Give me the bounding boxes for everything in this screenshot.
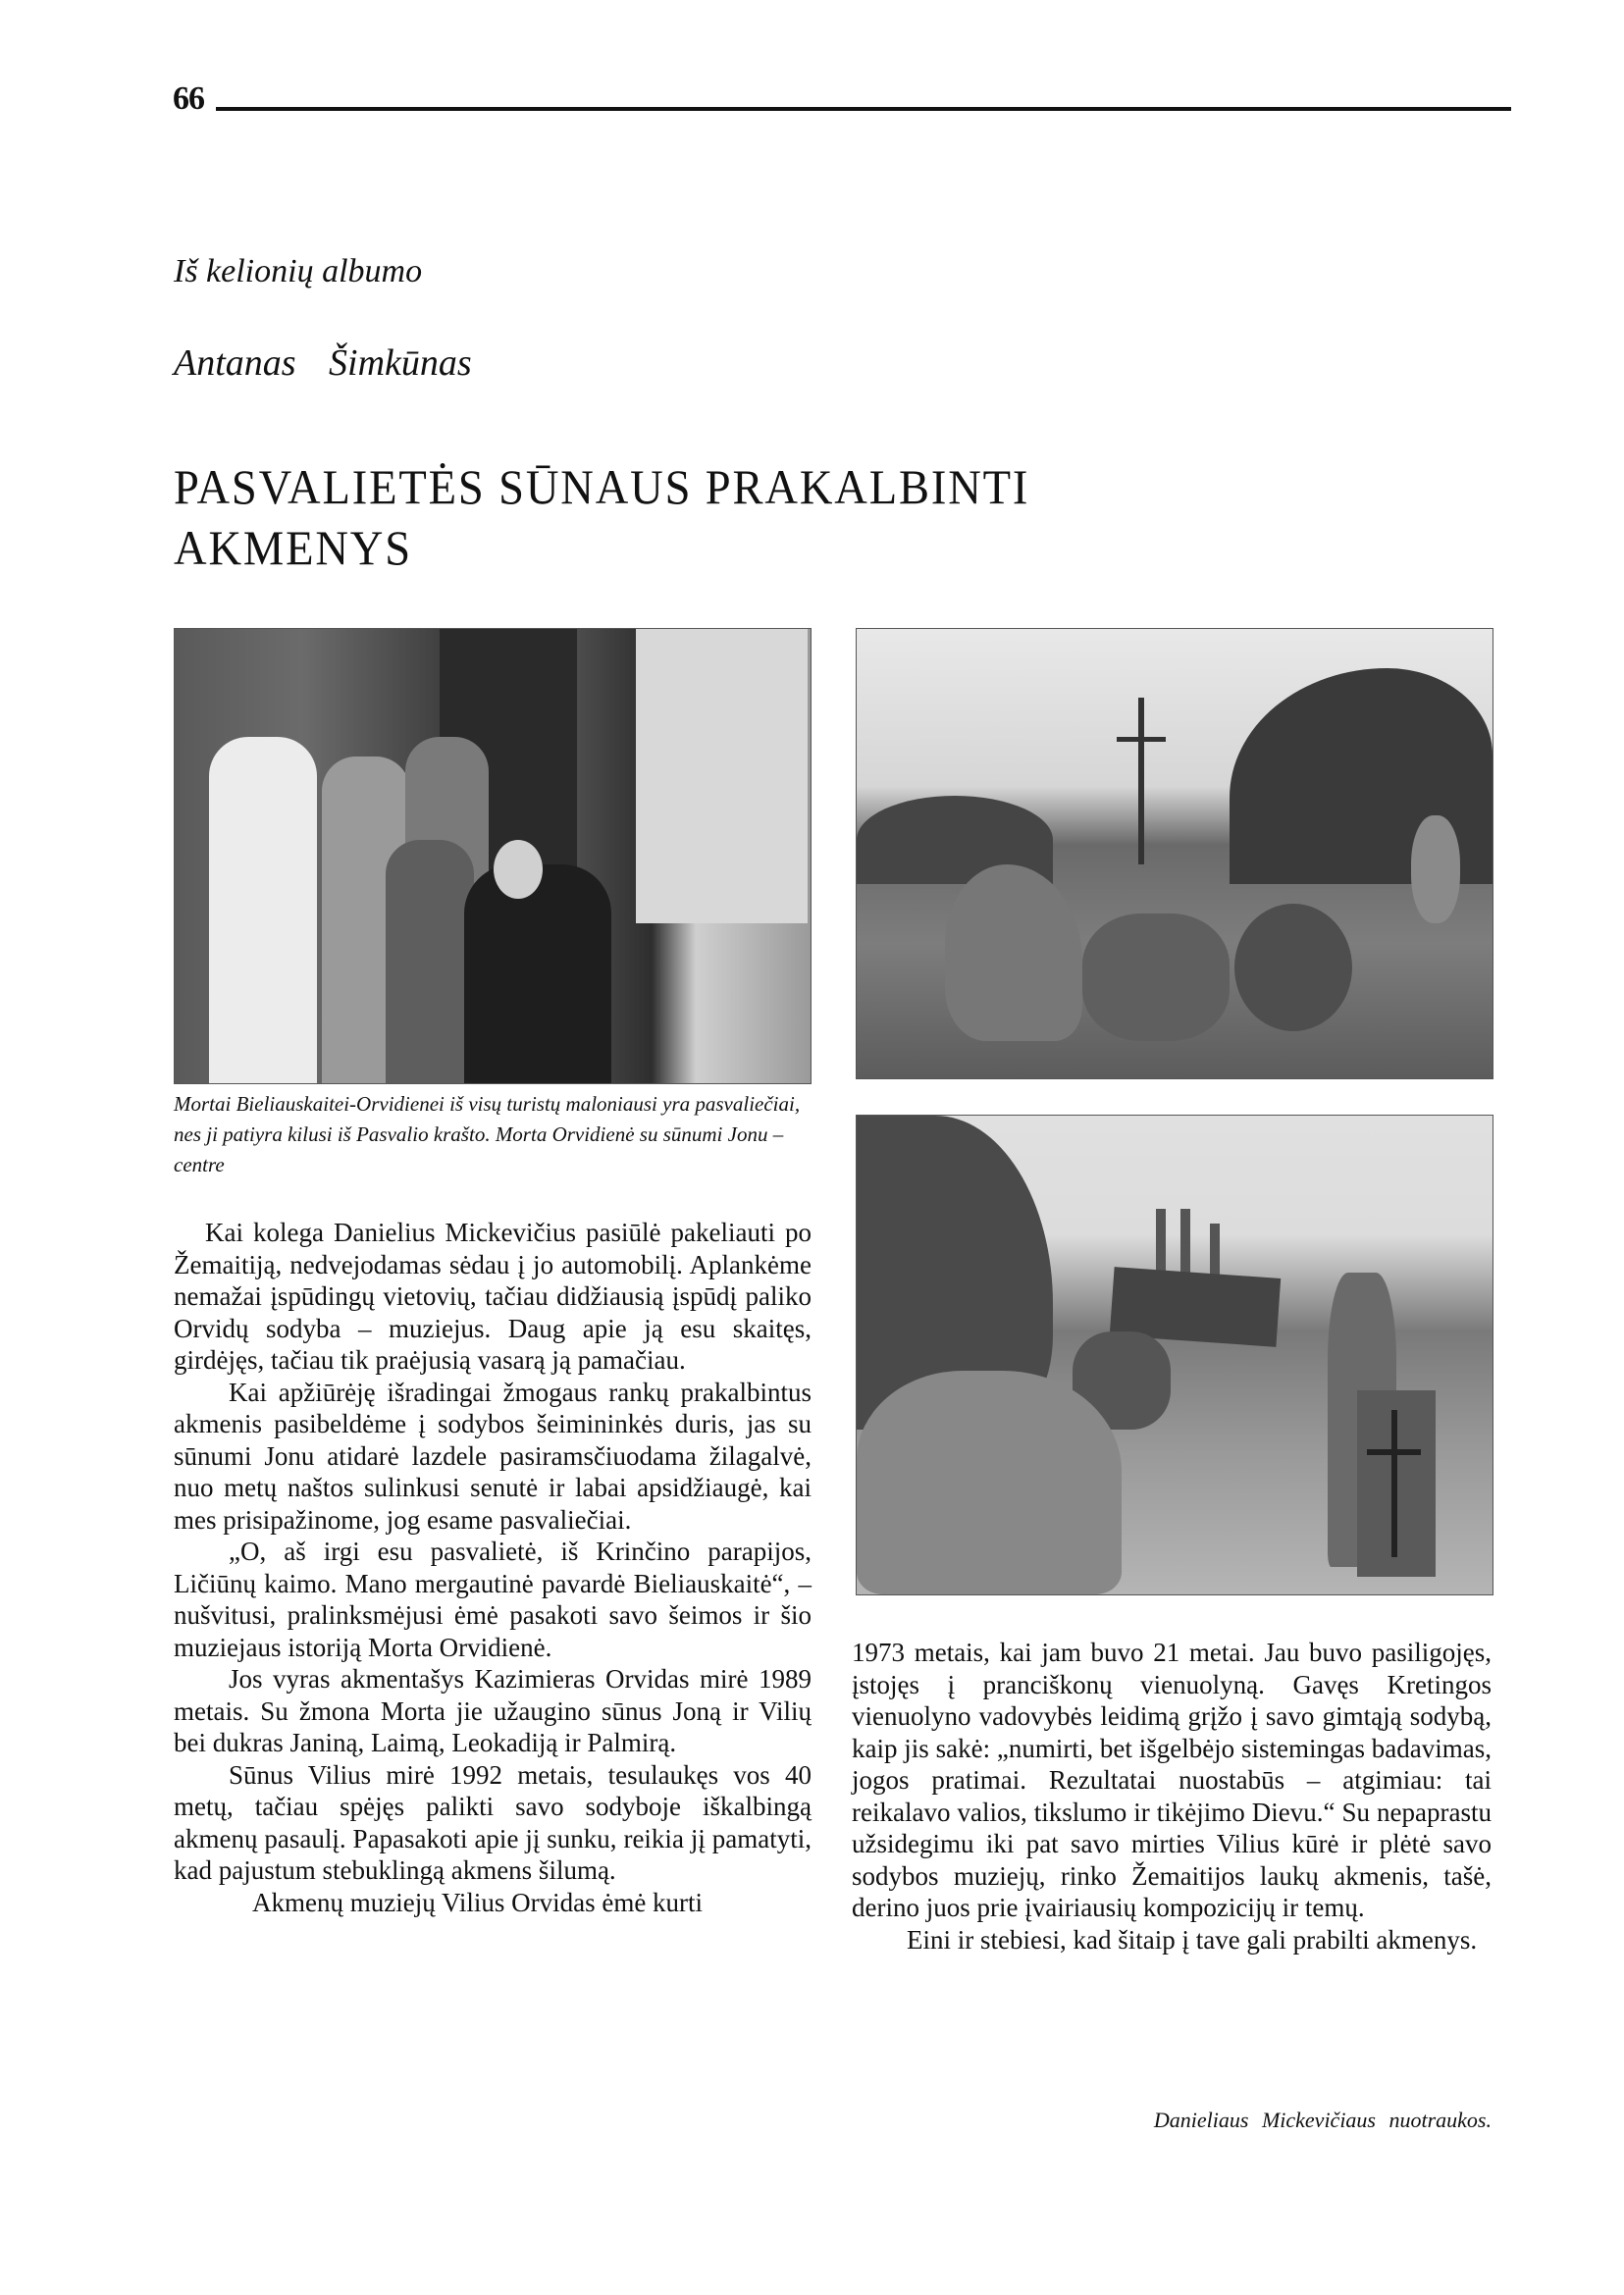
- cross-1: [1156, 1209, 1166, 1278]
- paragraph: Eini ir stebiesi, kad šitaip į tave gali prabilti akmenys.: [907, 1924, 1478, 1955]
- window-panel: [636, 629, 808, 923]
- paragraph: „O, aš irgi esu pasvalietė, iš Krinčino parapijos, Ličiūnų kaimo. Mano mergautinė pavardė Bieliauskaitė“, – nušvitusi, pralinksmėjusi ėmė pasakoti savo šeimos ir šio muziejaus istoriją Morta Orvidienė.: [174, 1537, 812, 1662]
- section-label: Iš kelionių albumo: [174, 253, 423, 289]
- stone-arch-photo: [856, 1115, 1493, 1595]
- paragraph: Sūnus Vilius mirė 1992 metais, tesulaukęs vos 40 metų, tačiau spėjęs palikti savo sodyboje iškalbingą akmenų pasaulį. Papasakoti apie jį sunku, reikia jį pamatyti, kad pajustum stebuklingą akmens šilumą.: [174, 1759, 812, 1885]
- cross-2: [1180, 1209, 1190, 1278]
- boulder: [945, 864, 1082, 1041]
- crucifix-pole: [1138, 698, 1144, 864]
- cross-groove-v: [1391, 1410, 1397, 1557]
- elderly-woman: [386, 840, 474, 1083]
- author-name: Antanas Šimkūnas: [174, 342, 472, 384]
- body-column-left: [174, 1217, 812, 1918]
- paragraph: Akmenų muziejų Vilius Orvidas ėmė kurti: [252, 1887, 704, 1917]
- large-boulder: [857, 1371, 1122, 1594]
- photo-credit: Danieliaus Mickevičiaus nuotraukos.: [1153, 2108, 1492, 2132]
- cross-groove-h: [1367, 1449, 1421, 1455]
- page-number: 66: [173, 80, 204, 117]
- crucifix-bar: [1117, 737, 1166, 742]
- person-white-shirt: [209, 737, 317, 1083]
- article-title: PASVALIETĖS SŪNAUS PRAKALBINTI AKMENYS: [174, 459, 1030, 575]
- standing-stone: [1411, 815, 1460, 923]
- paragraph: Jos vyras akmentašys Kazimieras Orvidas mirė 1989 metais. Su žmona Morta jie užaugino sūnus Joną ir Vilių bei dukras Janiną, Laimą, Leokadiją ir Palmirą.: [174, 1664, 812, 1757]
- man-black-shirt: [464, 864, 611, 1083]
- stone-garden-crosses-photo: [856, 628, 1493, 1079]
- paragraph: 1973 metais, kai jam buvo 21 metai. Jau buvo pasiligojęs, įstojęs į pranciškonų vienuolyną. Gavęs Kretingos vienuolyno vadovybės leidimą grįžo į savo gimtąją sodybą, kaip jis sakė: „numirti, bet išgelbėjo sistemingas badavimas, jogos pratimai. Rezultatai nuostabūs – atgimiau: tai reikalavo valios, tikslumo ir tikėjimo Dievu.“ Su nepaprastu užsidegimu iki pat savo mirties Vilius kūrė ir plėtė savo sodybos muziejų, rinko Žemaitijos laukų akmenis, tašė, derino juos prie įvairiausių kompozicijų ir temų.: [852, 1638, 1492, 1922]
- body-column-right: [852, 1637, 1492, 1956]
- family-portrait-photo: [174, 628, 812, 1084]
- header-rule: [216, 107, 1511, 111]
- boulder: [1234, 904, 1352, 1031]
- paragraph: Kai apžiūrėję išradingai žmogaus rankų prakalbintus akmenis pasibeldėme į sodybos šeimininkės duris, jas su sūnumi Jonu atidarė lazdele pasiramsčiuodama žilagalvė, nuo metų naštos sulinkusi senutė ir labai apsidžiaugė, kai mes prisipažinome, jog esame pasvaliečiai.: [174, 1377, 812, 1535]
- photo-caption: Mortai Bieliauskaitei-Orvidienei iš visų turistų maloniausi yra pasvaliečiai, nes ji patiyra kilusi iš Pasvalio krašto. Morta Orvidienė su sūnumi Jonu – centre: [174, 1092, 801, 1176]
- boulder: [1082, 913, 1230, 1041]
- paragraph: Kai kolega Danielius Mickevičius pasiūlė pakeliauti po Žemaitiją, nedvejodamas sėdau į jo automobilį. Aplankėme nemažai įspūdingų vietovių, tačiau didžiausią įspūdį paliko Orvidų sodyba – muziejus. Daug apie ją esu skaitęs, girdėjęs, tačiau tik praėjusią vasarą ją pamačiau.: [174, 1218, 812, 1375]
- face: [494, 840, 543, 899]
